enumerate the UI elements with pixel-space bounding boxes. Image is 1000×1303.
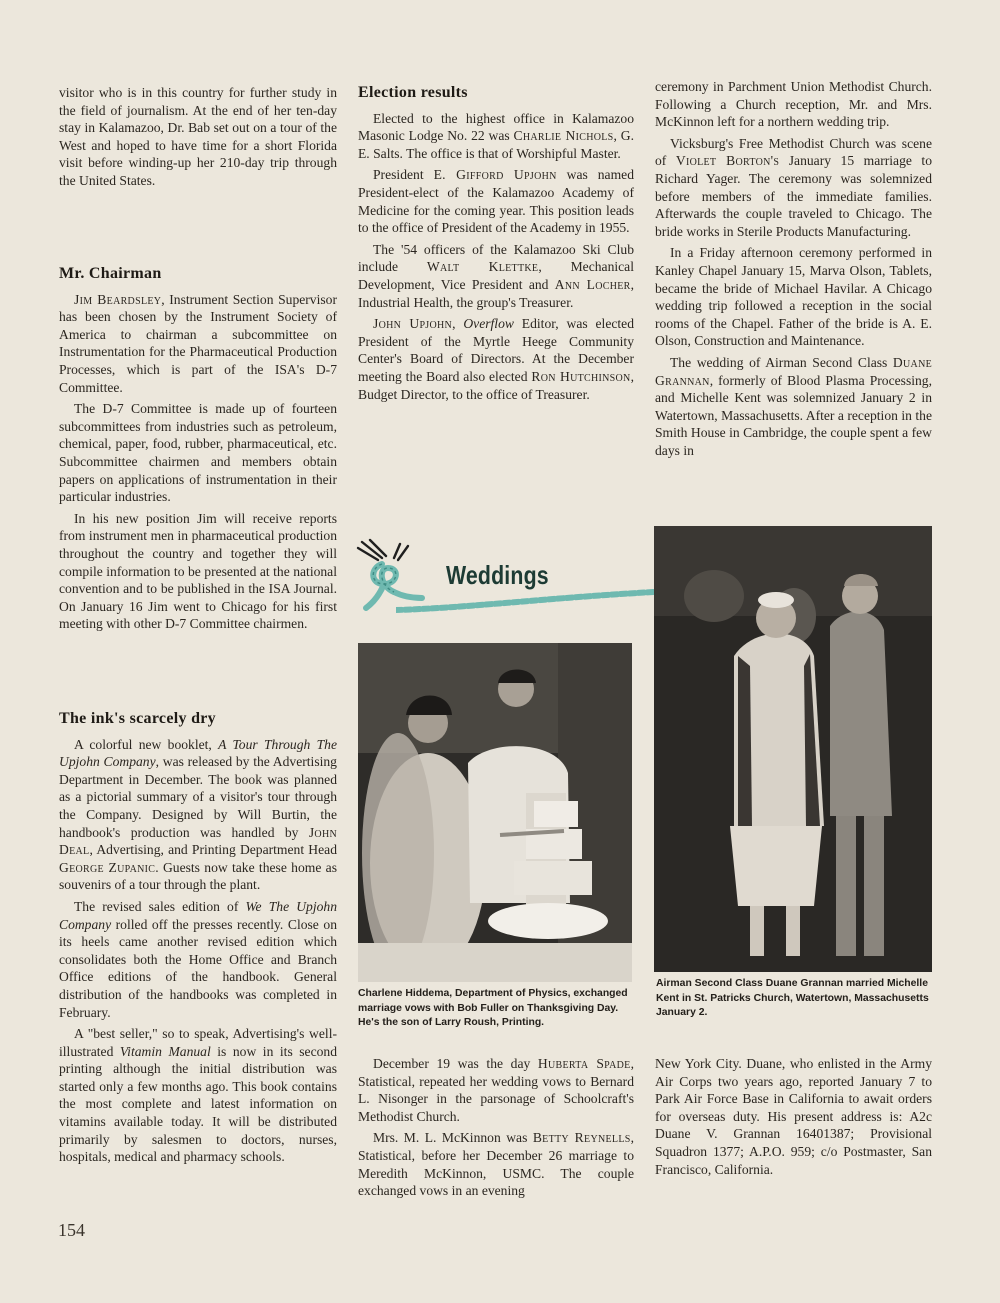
election-paragraph-4 — [358, 315, 634, 403]
book-title: A Tour Through The Upjohn Company — [59, 736, 337, 770]
text-run: Mrs. M. L. McKinnon was — [373, 1130, 533, 1146]
chairman-paragraph-2: The D-7 Committee is made up of fourteen subcommittees from industries such as petroleum, chemical, paper, food, rubber, pharmaceutical, etc. Subcommittee chairmen and members obtain papers on applications of instrumentation in their particular industries. — [59, 401, 337, 505]
right-paragraph-1: ceremony in Parchment Union Methodist Church. Following a Church reception, Mr. and Mrs. McKinnon left for a northern wedding trip. — [655, 79, 932, 130]
wedding-photo-cake — [358, 643, 632, 982]
book-title: We The Upjohn Company — [59, 898, 337, 932]
chairman-section — [59, 265, 337, 637]
text-run: The '54 officers of the Kalamazoo Ski Club include — [358, 241, 634, 275]
text-run: December 19 was the day — [373, 1056, 538, 1071]
intro-paragraph: visitor who is in this country for further study in the field of journalism. At the end of her ten-day stay in Kalamazoo, Dr. Bab set out on a tour of the West and hoped to have time for a short Florida visit before winding-up her 210-day trip through the United States. — [59, 85, 337, 188]
text-run: , Statistical, before her December 26 marriage to Meredith McKinnon, USMC. The couple exchanged vows in an evening — [358, 1130, 634, 1199]
chairman-paragraph-3: In his new position Jim will receive reports from instrument men in pharmaceutical production throughout the country and together they will compile information to be presented at the national convention and to be published in the ISA Journal. On January 16 Jim went to Chicago for his first meeting with other D-7 Committee chairmen. — [59, 510, 337, 632]
rope-decoration — [396, 588, 656, 616]
person-name: Ron Hutchinson — [531, 368, 631, 384]
person-name: John Upjohn — [373, 316, 453, 332]
lower-paragraph-1 — [358, 1055, 634, 1125]
page-number: 154 — [58, 1220, 85, 1240]
text-run: , Advertising, and Printing Department Head — [89, 842, 337, 858]
text-run: , — [452, 316, 464, 332]
book-title: Vitamin Manual — [119, 1043, 211, 1059]
person-name: Duane Grannan — [655, 354, 932, 388]
person-name: John Deal — [59, 824, 337, 858]
text-run: , Instrument Section Supervisor has been chosen by the Instrument Society of America to chairman a subcommittee on Instrumentation for the Pharmaceutical Production Processes, which is part of the ISA's D-7 Committee. — [59, 291, 337, 395]
wedding-photo-church — [654, 526, 932, 972]
middle-lower-column — [358, 1055, 634, 1204]
text-run: Elected to the highest office in Kalamazoo Masonic Lodge No. 22 was — [358, 110, 634, 144]
text-run: January 15 marriage to Richard Yager. The ceremony was solemnized before members of the immediate families. Afterwards the couple traveled to Chicago. The bride works in Sterile Products Manufacturing. — [655, 153, 932, 239]
wedding-photo-church-illustration — [654, 526, 932, 972]
ink-paragraph-3 — [59, 1025, 337, 1166]
text-run: President — [373, 167, 434, 183]
election-paragraph-1 — [358, 110, 634, 163]
text-run: , was released by the Advertising Department in December. The book was planned as a pictorial summary of a visitor's tour through the Company. Designed by Will Burtin, the handbook's production was handled by — [59, 754, 337, 840]
person-name: Violet Borton's — [675, 153, 780, 169]
text-run: , G. E. Salts. The office is that of Worshipful Master. — [358, 128, 634, 161]
right-paragraph-2 — [655, 135, 932, 241]
chairman-paragraph-1 — [59, 291, 337, 397]
election-heading: Election results — [358, 84, 468, 101]
person-name: Huberta Spade — [537, 1056, 631, 1071]
person-name: Walt Klettke — [426, 259, 539, 275]
text-run: , Industrial Health, the group's Treasurer. — [358, 276, 634, 310]
text-run: is now in its second printing although the initial distribution was started only a few months ago. This book contains the most complete and latest information on vitamins available today. It will be distributed primarily by salesmen to doctors, nurses, hospitals, medical and pharmacy schools. — [59, 1043, 337, 1165]
chairman-heading: Mr. Chairman — [59, 265, 162, 282]
text-run: was named President-elect of the Kalamazoo Academy of Medicine for the coming year. This position leads to the office of President of the Academy in 1955. — [358, 167, 634, 236]
election-paragraph-2 — [358, 166, 634, 236]
text-run: The revised sales edition of — [74, 898, 246, 914]
text-run: Editor, was elected President of the Myrtle Heege Community Center's Board of Directors. At the December meeting the Board also elected — [358, 316, 635, 384]
text-run: Vicksburg's Free Methodist Church was scene of — [655, 135, 932, 169]
person-name: Ann Locher — [554, 276, 631, 292]
person-name: Jim Beardsley — [74, 291, 162, 307]
text-run: , Mechanical Development, Vice President and — [358, 259, 634, 292]
ink-paragraph-2 — [59, 898, 337, 1021]
wedding-photo-cake-illustration — [358, 643, 632, 982]
right-column — [655, 78, 932, 463]
right-lower-column — [655, 1055, 932, 1182]
photo1-caption: Charlene Hiddema, Department of Physics, exchanged marriage vows with Bob Fuller on Thanksgiving Day. He's the son of Larry Roush, Printing. — [358, 988, 628, 1029]
election-paragraph-3 — [358, 241, 634, 311]
ink-section — [59, 710, 337, 1170]
weddings-heading: Weddings — [446, 560, 549, 590]
text-run: , formerly of Blood Plasma Processing, and Michelle Kent was solemnized January 2 in Watertown, Massachusetts. After a reception in the Smith House in Cambridge, the couple spent a few days in — [655, 372, 932, 458]
lower-paragraph-2 — [358, 1129, 634, 1199]
right-paragraph-3: In a Friday afternoon ceremony performed in Kanley Chapel January 15, Marva Olson, Tablets, became the bride of Michael Havilar. A Chicago wedding trip followed a reception in the social rooms of the Chapel. Father of the bride is A. E. Olson, Construction and Maintenance. — [655, 245, 932, 349]
election-section — [358, 84, 634, 407]
text-run: rolled off the presses recently. Close on its heels came another revised edition which consolidates both the Home Office and Branch Office editions of the handbook. General distribution of the handbooks was completed in February. — [59, 916, 337, 1020]
text-run: . Guests now take these home as souvenirs of a tour through the plant. — [59, 859, 337, 893]
text-run: , Statistical, repeated her wedding vows to Bernard L. Nisonger in the parsonage of Schoolcraft's Methodist Church. — [358, 1056, 634, 1124]
person-name: Charlie Nichols — [513, 128, 614, 144]
photo2-caption: Airman Second Class Duane Grannan married Michelle Kent in St. Patricks Church, Watertown, Massachusetts January 2. — [656, 978, 929, 1019]
person-name: Betty Reynells — [532, 1130, 631, 1146]
text-run: A colorful new booklet, — [74, 736, 219, 752]
person-name: E. Gifford Upjohn — [433, 167, 557, 183]
right-lower-paragraph: New York City. Duane, who enlisted in the Army Air Corps two years ago, reported January 7 to Park Air Force Base in California to await orders for overseas duty. His present address is: A2c Duane V. Grannan 16401387; Provisional Squadron 1377; A.P.O. 959; c/o Postmaster, San Francisco, California. — [655, 1056, 932, 1177]
ink-paragraph-1 — [59, 736, 337, 894]
left-column — [59, 84, 337, 194]
text-run: The wedding of Airman Second Class — [670, 354, 893, 370]
right-paragraph-4 — [655, 354, 932, 460]
text-run: , Budget Director, to the office of Treasurer. — [358, 368, 634, 402]
person-name: George Zupanic — [59, 859, 156, 875]
ink-heading: The ink's scarcely dry — [59, 710, 216, 727]
publication-title: Overflow — [463, 316, 514, 332]
text-run: A "best seller," so to speak, Advertising's well-illustrated — [59, 1026, 337, 1059]
